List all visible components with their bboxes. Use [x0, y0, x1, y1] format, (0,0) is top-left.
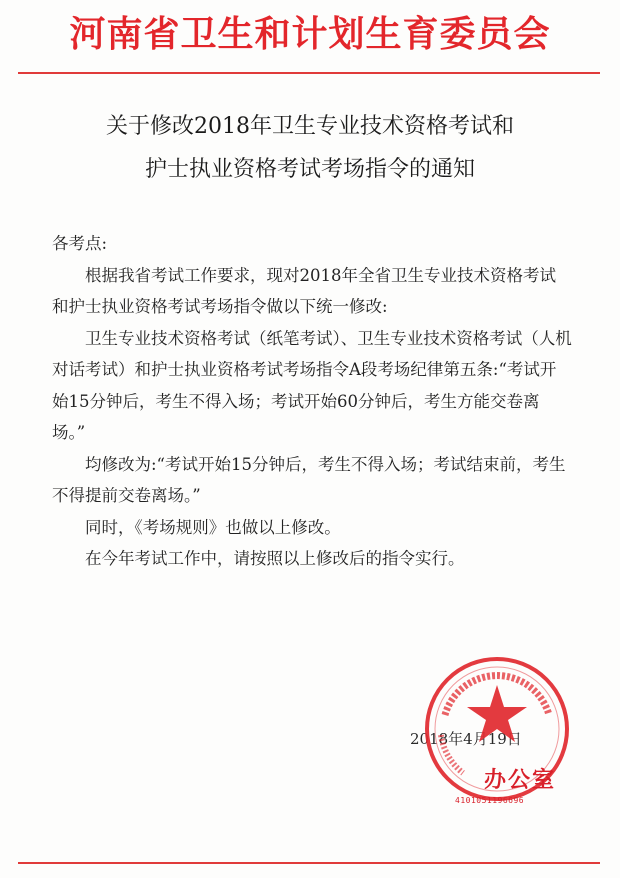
- body-paragraph: 卫生专业技术资格考试（纸笔考试）、卫生专业技术资格考试（人机对话考试）和护士执业资格考试考场指令A段考场纪律第五条:“考试开始15分钟后，考生不得入场；考试开始60分钟后，考生方能交卷离场。”: [52, 328, 572, 442]
- body-paragraph: 同时，《考场规则》也做以上修改。: [85, 517, 341, 537]
- body-paragraph: 均修改为:“考试开始15分钟后，考生不得入场；考试结束前，考生不得提前交卷离场。”: [52, 454, 566, 505]
- header-divider: [18, 72, 600, 74]
- notice-title-line-2: 护士执业资格考试考场指令的通知: [144, 157, 475, 182]
- notice-title-line-1: 关于修改2018年卫生专业技术资格考试和: [106, 114, 514, 139]
- notice-title: [30, 105, 590, 191]
- notice-body: [52, 228, 572, 575]
- seal-office-label: 办公室: [484, 768, 557, 793]
- body-paragraph: 根据我省考试工作要求，现对2018年全省卫生专业技术资格考试和护士执业资格考试考场指令做以下统一修改:: [52, 265, 556, 316]
- signature-date: 2018年4月19日: [410, 730, 522, 748]
- org-letterhead-title: 河南省卫生和计划生育委员会: [69, 14, 551, 55]
- seal-number: 4101051196696: [455, 796, 525, 805]
- body-paragraph: 在今年考试工作中，请按照以上修改后的指令实行。: [85, 549, 465, 568]
- footer-divider: [18, 862, 600, 864]
- salutation: 各考点:: [52, 234, 108, 253]
- seal-star-icon: [467, 685, 527, 742]
